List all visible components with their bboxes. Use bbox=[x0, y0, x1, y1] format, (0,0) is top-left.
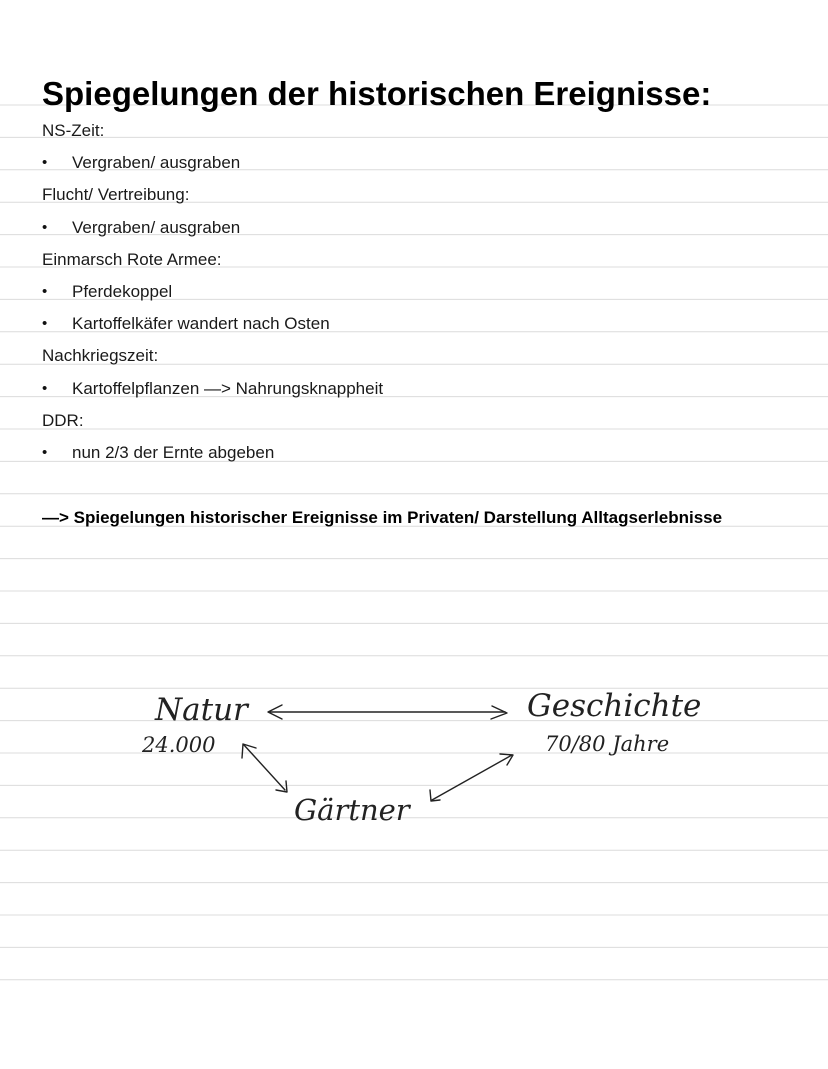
bullet-marker: • bbox=[42, 283, 48, 300]
list-item: Kartoffelkäfer wandert nach Osten bbox=[72, 314, 330, 333]
geschichte-label: Geschichte bbox=[527, 688, 702, 724]
section-heading-einmarsch: Einmarsch Rote Armee: bbox=[42, 250, 222, 269]
section-heading-ns-zeit: NS-Zeit: bbox=[42, 121, 105, 140]
bullet-marker: • bbox=[42, 154, 48, 171]
list-item: Vergraben/ ausgraben bbox=[72, 153, 241, 172]
arrow-gaertner-geschichte bbox=[430, 754, 513, 801]
geschichte-value: 70/80 Jahre bbox=[545, 732, 670, 756]
bullet-marker: • bbox=[42, 444, 48, 461]
page-title: Spiegelungen der historischen Ereignisse: bbox=[42, 75, 712, 112]
natur-value: 24.000 bbox=[142, 733, 216, 757]
section-heading-flucht: Flucht/ Vertreibung: bbox=[42, 185, 190, 204]
bullet-marker: • bbox=[42, 315, 48, 332]
list-item: nun 2/3 der Ernte abgeben bbox=[72, 443, 275, 462]
bullet-marker: • bbox=[42, 380, 48, 397]
gaertner-label: Gärtner bbox=[294, 793, 410, 827]
bullet-marker: • bbox=[42, 219, 48, 236]
double-arrow-natur-gaertner bbox=[242, 744, 287, 792]
section-heading-ddr: DDR: bbox=[42, 411, 84, 430]
list-item: Kartoffelpflanzen —> Nahrungsknappheit bbox=[72, 379, 384, 398]
double-arrow-natur-geschichte bbox=[268, 705, 507, 719]
section-heading-nachkriegszeit: Nachkriegszeit: bbox=[42, 346, 159, 365]
natur-label: Natur bbox=[155, 692, 248, 728]
conclusion-text: —> Spiegelungen historischer Ereignisse im Privaten/ Darstellung Alltagserlebnisse bbox=[42, 508, 723, 527]
list-item: Vergraben/ ausgraben bbox=[72, 218, 241, 237]
list-item: Pferdekoppel bbox=[72, 282, 173, 301]
